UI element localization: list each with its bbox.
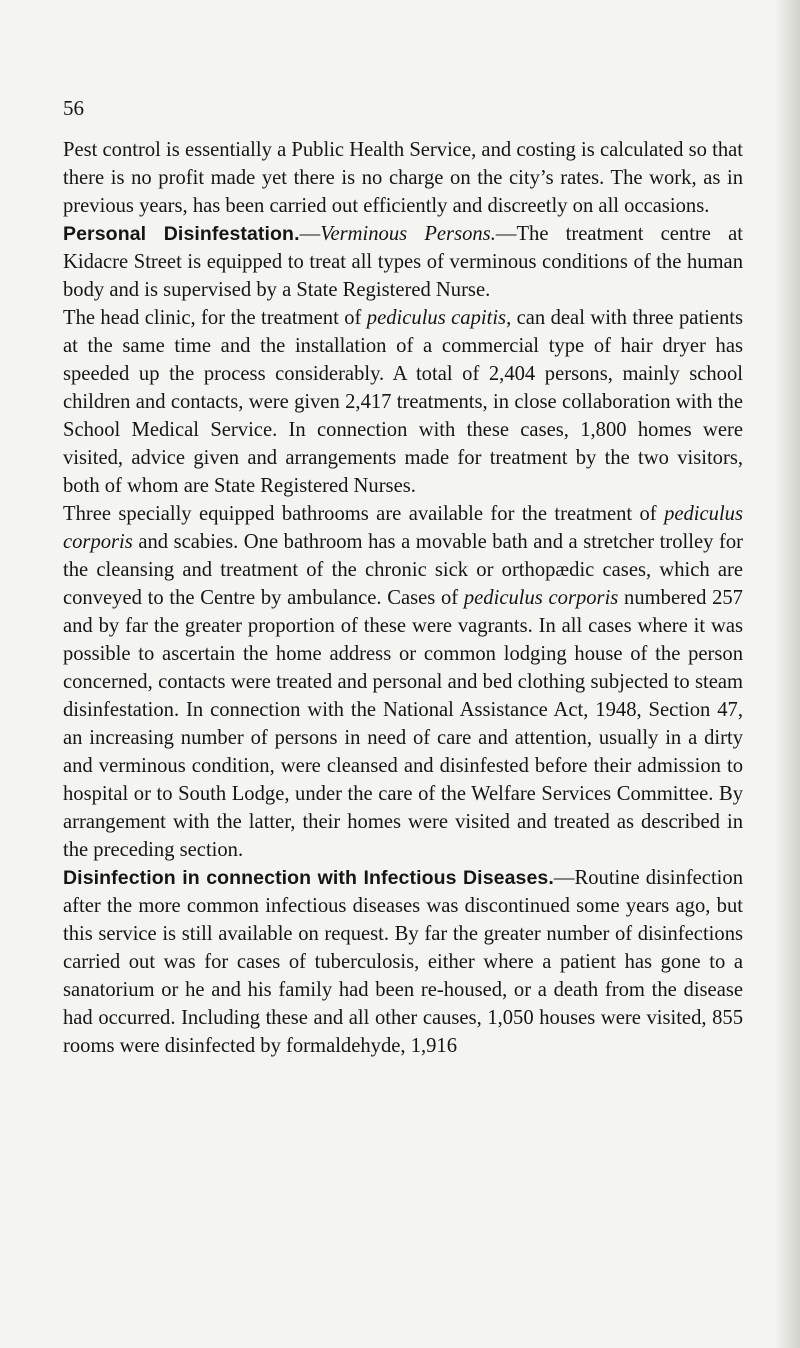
italic-term: pediculus capitis (366, 307, 507, 329)
dash: — (299, 223, 321, 245)
paragraph-text: , can deal with three patients at the same time and the installation of a commercial type of hair dryer has speeded up the process considerably. A total of 2,404 persons, mainly school children and contacts, were given 2,417 treatments, in close collaboration with the School Medical Service. In connection with these cases, 1,800 homes were visited, advice given and arrangements made for treatment by the two visitors, both of whom are State Registered Nurses. (63, 307, 743, 497)
paragraph-intro: Pest control is essentially a Public Health Service, and costing is calculated so that there is no profit made yet there is no charge on the city’s rates. The work, as in previous years, has been carried out efficiently and discreetly on all occasions. (63, 139, 743, 217)
dash: — (495, 223, 517, 245)
paragraph-text: numbered 257 and by far the greater proportion of these were vagrants. In all cases where it was possible to ascertain the home address or common lodging house of the person concerned, contacts were treated and personal and bed clothing subjected to steam disinfestation. In connection with the National Assistance Act, 1948, Section 47, an increasing number of persons in need of care and attention, usually in a dirty and verminous condition, were cleansed and disinfested before their admission to hospital or to South Lodge, under the care of the Welfare Services Committee. By arrangement with the latter, their homes were visited and treated as described in the preceding section. (63, 587, 743, 861)
document-page (63, 92, 743, 1060)
italic-term: pediculus corporis (63, 503, 743, 553)
subheading-verminous-persons: Verminous Persons. (320, 223, 496, 245)
paragraph-text: Routine disinfection after the more common infectious diseases was discontinued some years ago, but this service is still available on request. By far the greater number of disinfections carried out was for cases of tuberculosis, either where a patient has gone to a sanatorium or he and his family had been re-housed, or a death from the disease had occurred. Including these and all other causes, 1,050 houses were visited, 855 rooms were disinfected by formaldehyde, 1,916 (63, 867, 743, 1057)
paragraph-text: The head clinic, for the treatment of (63, 307, 367, 329)
paragraph-text: and scabies. One bathroom has a movable bath and a stretcher trolley for the cleansing and treatment of the chronic sick or orthopædic cases, which are conveyed to the Centre by ambulance. Cases of (63, 531, 743, 609)
paragraph-disinfection (63, 864, 743, 1060)
section-heading-disinfection: Disinfection in connection with Infectious Diseases. (63, 867, 554, 889)
paragraph-text: Three specially equipped bathrooms are available for the treatment of (63, 503, 665, 525)
paragraph-bathrooms (63, 500, 743, 864)
paragraph-text: The treatment centre at Kidacre Street is equipped to treat all types of verminous conditions of the human body and is supervised by a State Registered Nurse. (63, 223, 743, 301)
italic-term: pediculus corporis (463, 587, 619, 609)
paragraph-head-clinic (63, 304, 743, 500)
paragraph-personal-disinfestation (63, 220, 743, 304)
page-number: 56 (63, 96, 84, 120)
page-edge-shadow (774, 0, 800, 1348)
dash: — (553, 867, 575, 889)
section-heading-personal-disinfestation: Personal Disinfestation. (63, 223, 300, 245)
